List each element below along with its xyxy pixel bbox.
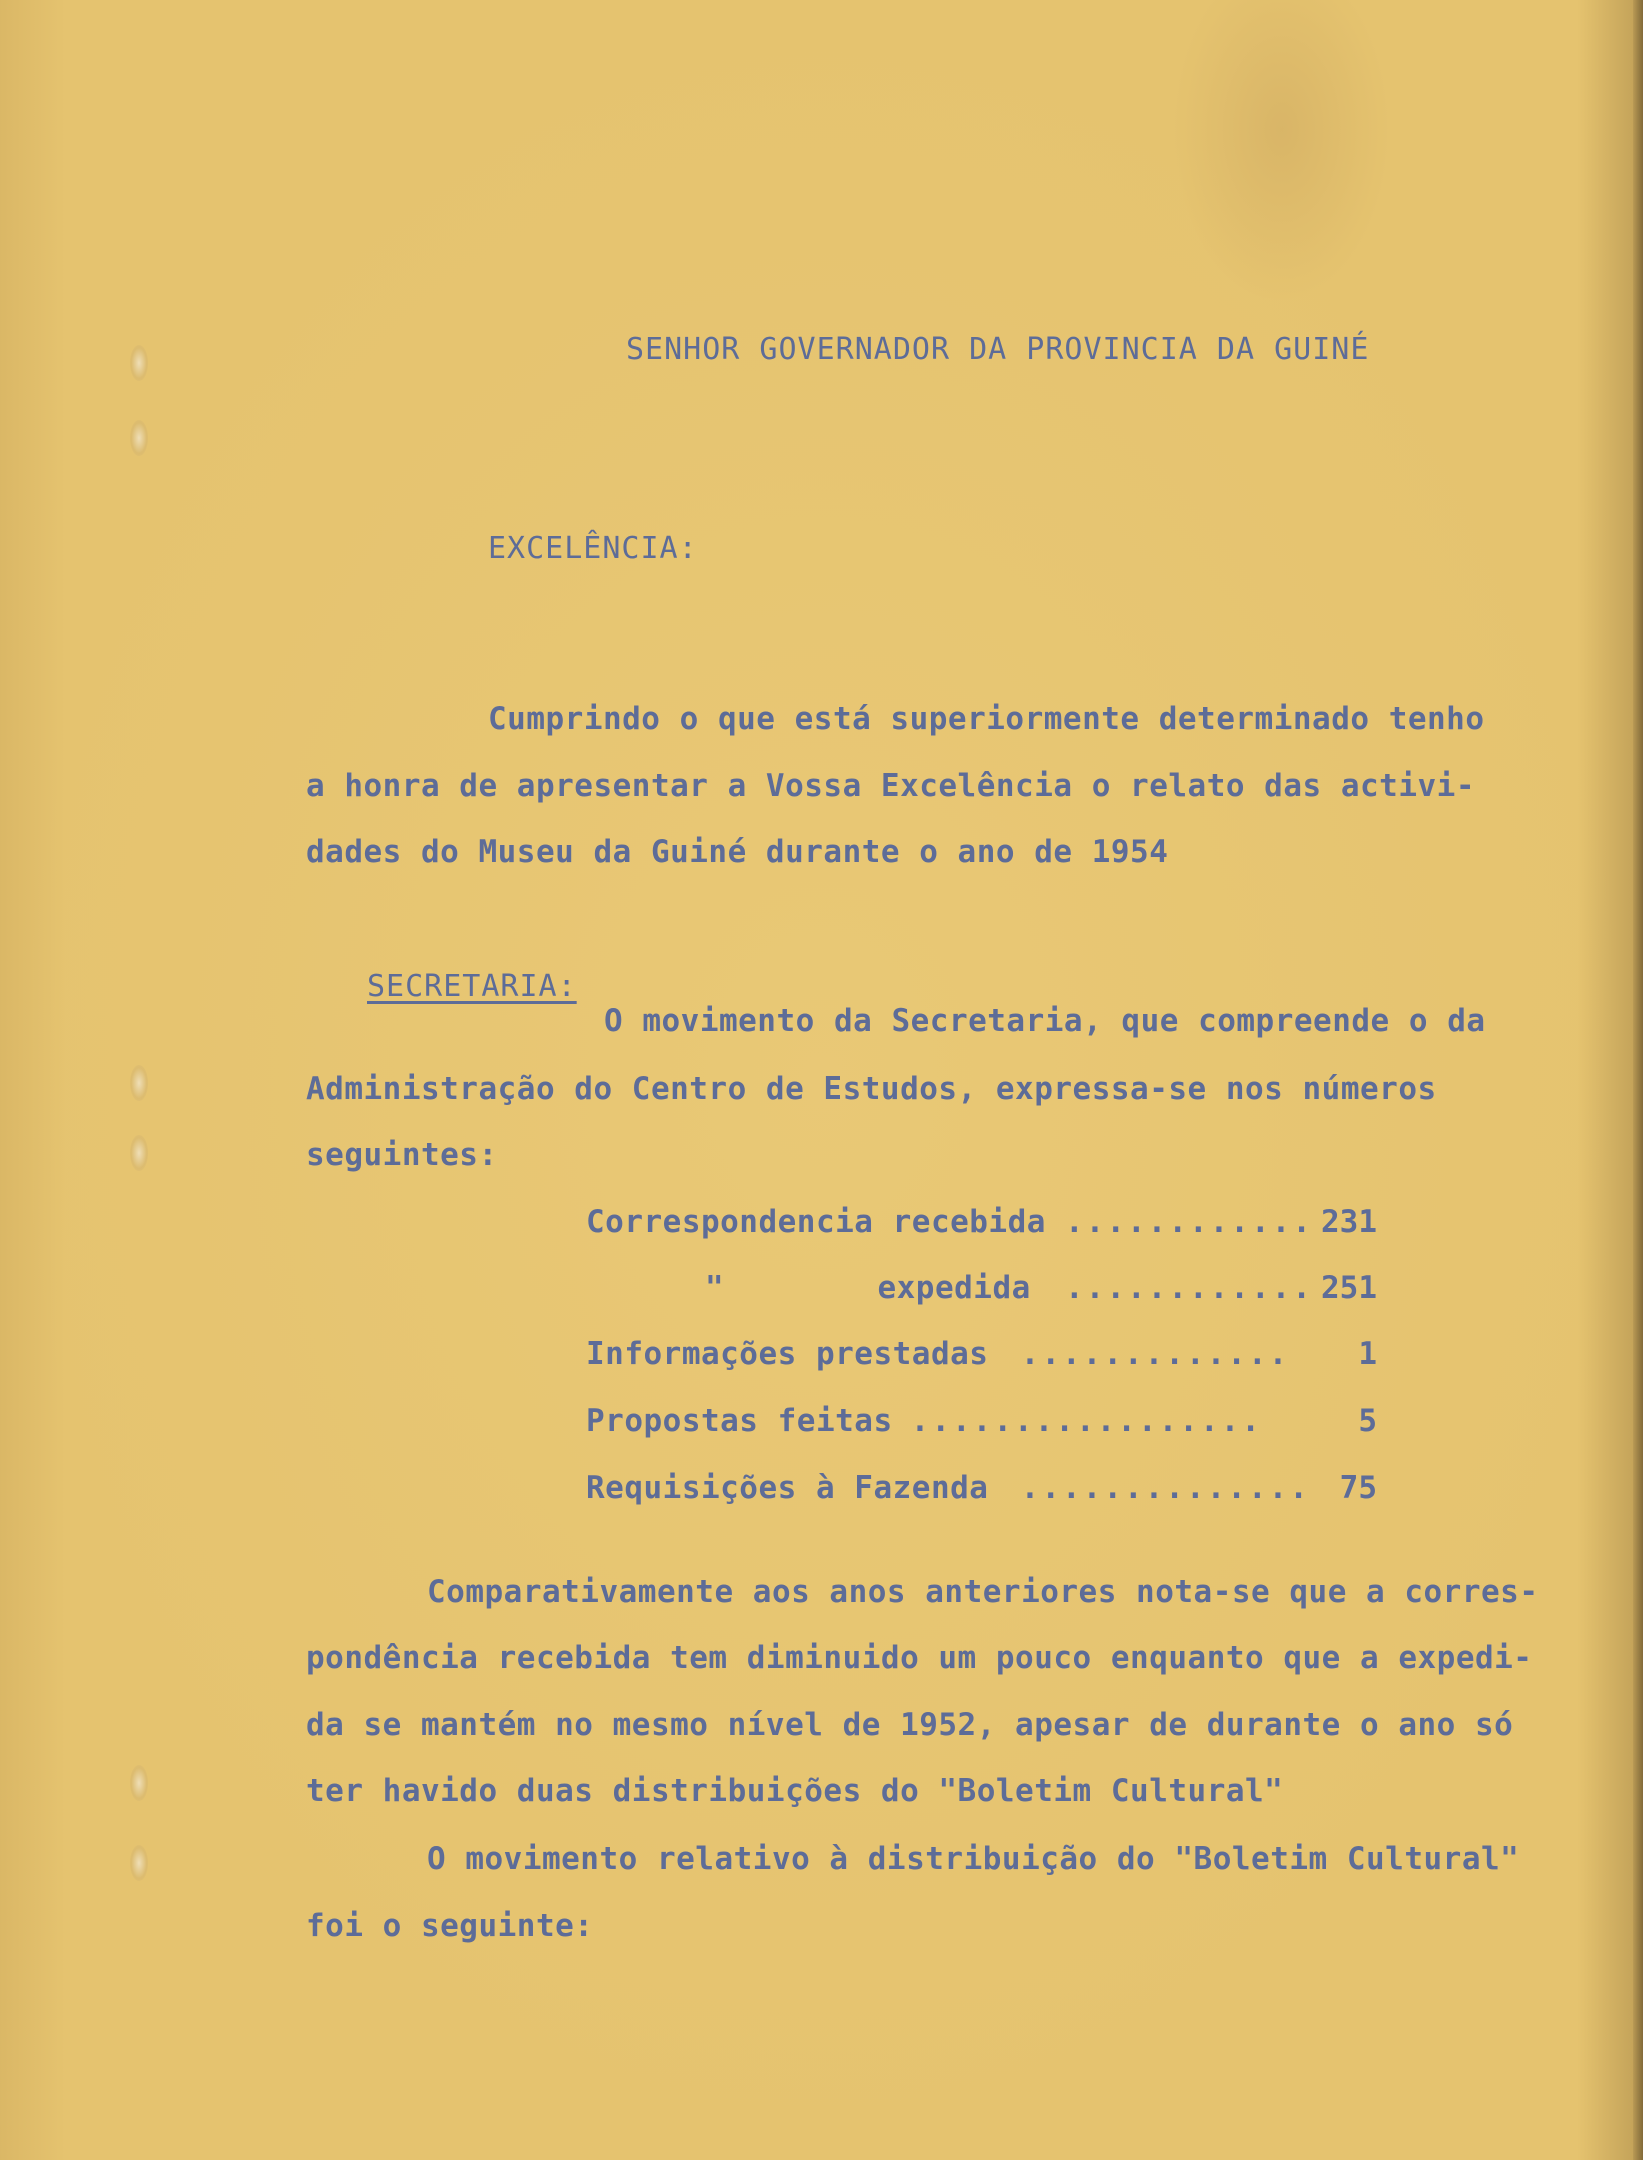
stat-leader-dots: ............ [1065, 1204, 1313, 1240]
secretaria-line: seguintes: [306, 1137, 498, 1173]
punch-hole-mark [130, 420, 148, 456]
comparison-line: ter havido duas distribuições do "Boletim Cultural" [306, 1773, 1284, 1809]
intro-line: Cumprindo o que está superiormente determinado tenho [488, 701, 1485, 737]
punch-hole-mark [130, 1765, 148, 1801]
comparison-line: pondência recebida tem diminuido um pouco enquanto que a expedi- [306, 1640, 1533, 1676]
stat-leader-dots: ............ [1065, 1270, 1313, 1306]
stat-value: 231 [1321, 1204, 1377, 1240]
comparison-line: Comparativamente aos anos anteriores nota-se que a corres- [427, 1574, 1539, 1610]
stat-label: Requisições à Fazenda [586, 1470, 989, 1506]
boletim-line: O movimento relativo à distribuição do "Boletim Cultural" [427, 1841, 1520, 1877]
stat-label: " expedida [705, 1270, 1031, 1306]
punch-hole-mark [130, 1065, 148, 1101]
stat-leader-dots: ................. [890, 1403, 1262, 1439]
comparison-line: da se mantém no mesmo nível de 1952, apesar de durante o ano só [306, 1707, 1514, 1743]
stat-value: 1 [1358, 1336, 1377, 1372]
stat-label: Correspondencia recebida [586, 1204, 1046, 1240]
secretaria-line: Administração do Centro de Estudos, expressa-se nos números [306, 1071, 1437, 1107]
boletim-line: foi o seguinte: [306, 1908, 594, 1944]
punch-hole-mark [130, 1135, 148, 1171]
stat-leader-dots: .............. [1000, 1470, 1310, 1506]
punch-hole-mark [130, 1845, 148, 1881]
stat-label: Propostas feitas [586, 1403, 893, 1439]
secretaria-line: O movimento da Secretaria, que compreende o da [604, 1003, 1486, 1039]
section-heading-secretaria: SECRETARIA: [367, 969, 577, 1004]
intro-line: dades do Museu da Guiné durante o ano de 1954 [306, 834, 1169, 870]
stat-value: 5 [1358, 1403, 1377, 1439]
stat-value: 75 [1339, 1470, 1377, 1506]
punch-hole-mark [130, 345, 148, 381]
stat-value: 251 [1321, 1270, 1377, 1306]
stat-leader-dots: ............. [1000, 1336, 1290, 1372]
stat-label: Informações prestadas [586, 1336, 989, 1372]
intro-line: a honra de apresentar a Vossa Excelência o relato das activi- [306, 768, 1475, 804]
addressee-heading: SENHOR GOVERNADOR DA PROVINCIA DA GUINÉ [626, 332, 1370, 367]
paper-edge-shadow [1633, 0, 1643, 2160]
salutation: EXCELÊNCIA: [488, 531, 698, 566]
